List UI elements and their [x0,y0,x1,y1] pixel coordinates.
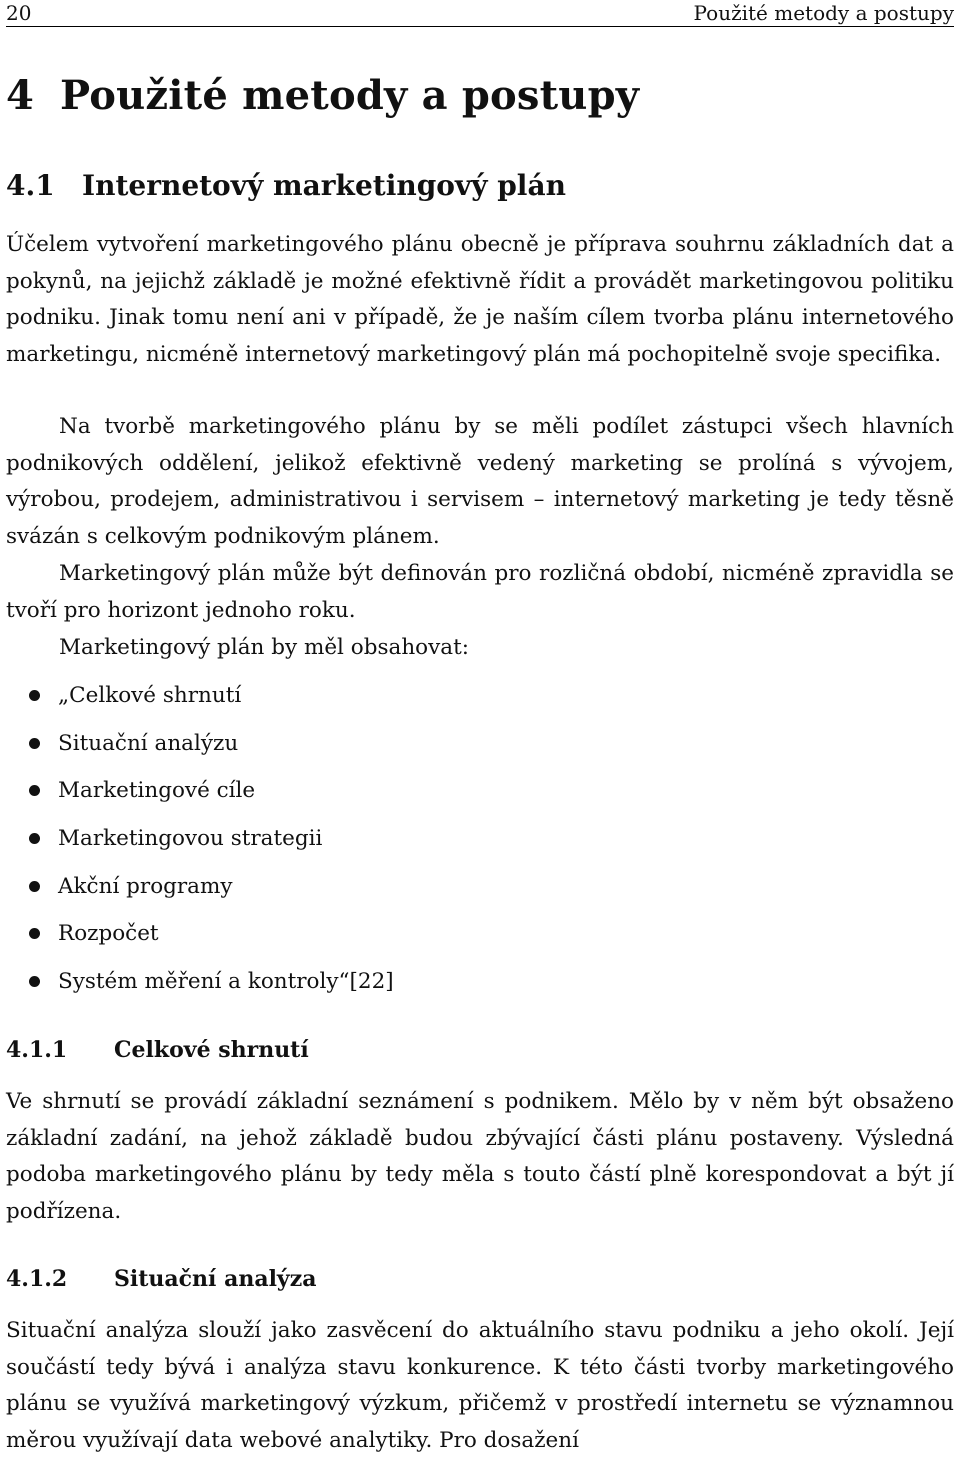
bullet-icon [29,976,40,987]
list-item [6,771,394,819]
list-item-text: „Celkové shrnutí [58,683,242,708]
list-item [6,962,394,1010]
list-item-text: Akční programy [58,873,233,899]
chapter-title: Použité metody a postupy [60,72,640,119]
list-item-text: Marketingové cíle [58,778,256,804]
section-title: Internetový marketingový plán [82,169,566,202]
subsection-heading-situation [6,1263,316,1295]
list-item [6,676,394,724]
running-header [6,0,954,27]
plan-contents-list [6,676,394,1010]
list-item-text: Marketingovou strategii [58,826,323,852]
paragraph-summary: Ve shrnutí se provádí základní seznámení s podnikem. Mělo by v něm být obsaženo základní zadání, na jehož základě budou zbývající části plánu postaveny. Výsledná podoba marketingového plánu by tedy měla s touto částí plně korespondovat a být jí podřízena. [6,1089,954,1224]
bullet-icon [29,833,40,844]
document-page [6,0,954,1453]
subsection-number: 4.1.2 [6,1266,68,1292]
list-item [6,914,394,962]
chapter-heading [6,70,639,122]
bullet-icon [29,881,40,892]
list-item-text: Systém měření a kontroly“[22] [58,969,394,995]
subsection-title: Situační analýza [114,1266,317,1292]
paragraph-contents-intro: Marketingový plán by měl obsahovat: [59,635,469,660]
bullet-icon [29,928,40,939]
subsection-title: Celkové shrnutí [114,1037,309,1063]
list-item-text: Rozpočet [58,921,159,947]
list-item [6,867,394,915]
section-number: 4.1 [6,169,55,202]
chapter-number: 4 [6,72,35,119]
bullet-icon [29,785,40,796]
paragraph-intro: Účelem vytvoření marketingového plánu obecně je příprava souhrnu základních dat a pokynů, na jejichž základě je možné efektivně řídit a provádět marketingovou politiku podniku. Jinak tomu není ani v případě, že je naším cílem tvorba plánu internetového marketingu, nicméně internetový marketingový plán má pochopitelně svoje specifika. [6,232,954,367]
paragraph-situation: Situační analýza slouží jako zasvěcení do aktuálního stavu podniku a jeho okolí. Její součástí tedy bývá i analýza stavu konkurence. K této části tvorby marketingového plánu se využívá marketingový výzkum, přičemž v prostředí internetu se významnou měrou využívají data webové analytiky. Pro dosažení [6,1318,954,1453]
section-heading [6,166,566,206]
list-item-text: Situační analýzu [58,730,239,756]
running-title: Použité metody a postupy [693,1,954,25]
paragraph-departments: Na tvorbě marketingového plánu by se měli podílet zástupci všech hlavních podnikových oddělení, jelikož efektivně vedený marketing se prolíná s vývojem, výrobou, prodejem, administrativou i servisem – internetový marketing je tedy těsně svázán s celkovým podnikovým plánem. [6,414,954,549]
bullet-icon [29,738,40,749]
list-item [6,724,394,772]
page-number: 20 [6,1,32,25]
list-item [6,819,394,867]
subsection-heading-summary [6,1034,309,1066]
subsection-number: 4.1.1 [6,1037,68,1063]
paragraph-period: Marketingový plán může být definován pro rozličná období, nicméně zpravidla se tvoří pro horizont jednoho roku. [6,561,954,623]
bullet-icon [29,690,40,701]
